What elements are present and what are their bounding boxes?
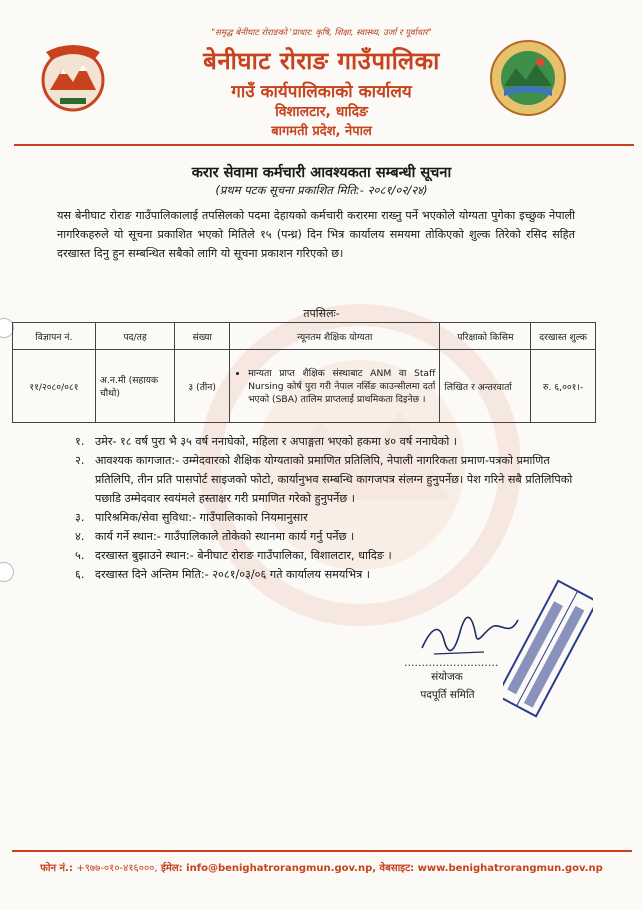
website-label: वेबसाइट: [379, 863, 415, 874]
signature-line: ........................... [404, 656, 499, 669]
table-row [13, 350, 596, 423]
website-url: www.benighatrorangmun.gov.np [417, 863, 603, 874]
table-header-row [13, 323, 596, 350]
col-header-count: संख्या [175, 323, 230, 350]
cell-fee: रु. ६,००१।- [531, 350, 596, 423]
table-label: तपसिलः- [303, 307, 340, 320]
signatory-role: संयोजक [431, 671, 463, 683]
notice-publish-date: (प्रथम पटक सूचना प्रकाशित मिति:- २०८१/०२/२४) [215, 183, 428, 197]
phone-number: +९७७-०१०-४१६०००, [76, 863, 158, 874]
signatory-committee: पदपूर्ति समिति [420, 689, 475, 701]
email-label: ईमेल: [161, 863, 183, 874]
cell-count: ३ (तीन) [175, 350, 230, 423]
province-name: बागमती प्रदेश, नेपाल [271, 124, 372, 139]
col-header-fee: दरखास्त शुल्क [531, 323, 596, 350]
vacancy-table [12, 322, 596, 423]
footer-divider [12, 850, 632, 852]
office-location: विशालटार, धादिङ [275, 104, 368, 120]
list-item: ४. कार्य गर्ने स्थान:- गाउँपालिकाले तोकेको स्थानमा कार्य गर्नु पर्नेछ । [75, 530, 355, 543]
phone-label: फोन नं.: [40, 863, 73, 874]
list-item: ५. दरखास्त बुझाउने स्थान:- बेनीघाट रोराङ गाउँपालिका, विशालटार, धादिङ । [75, 549, 392, 562]
col-header-post: पद/तह [95, 323, 174, 350]
header-divider [14, 144, 634, 146]
conditions-list [75, 432, 575, 584]
col-header-ad-no: विज्ञापन नं. [13, 323, 96, 350]
list-item: १. उमेर- १८ वर्ष पुरा भै ३५ वर्ष ननाघेको, महिला र अपाङ्गता भएको हकमा ४० वर्ष ननाघेको । [75, 435, 458, 448]
list-item: ६. दरखास्त दिने अन्तिम मिति:- २०८१/०३/०६ गते कार्यालय समयभित्र । [75, 568, 371, 581]
cell-qualification [230, 350, 440, 423]
cell-ad-no: ११/२०८०/०८१ [13, 350, 96, 423]
notice-title: करार सेवामा कर्मचारी आवश्यकता सम्बन्धी सूचना [191, 165, 452, 181]
list-item: ३. पारिश्रमिक/सेवा सुविधा:- गाउँपालिकाको नियमानुसार [75, 511, 308, 524]
slogan: "समृद्ध बेनीघाट रोराङको 'प्राधार: कृषि, शिक्षा, स्वास्थ्य, उर्जा र पूर्वाधार" [211, 28, 432, 38]
qualification-text: • मान्यता प्राप्त शैक्षिक संस्थाबाट ANM वा Staff Nursing कोर्ष पुरा गरी नेपाल नर्सिङ काउन्सीलमा दर्ता भएको (SBA) तालिम प्राप्तलाई प्राथमिकता दिइनेछ । [248, 367, 435, 406]
list-item: २. आवश्यक कागजात:- उम्मेदवारको शैक्षिक योग्यताको प्रमाणित प्रतिलिपि, नेपाली नागरिकता प्रमाण-पत्रको प्रमाणित प्रतिलिपि, तीन प्रति पासपोर्ट साइजको फोटो, कार्यानुभव सम्बन्धि कागजपत्र संलग्न हुनुपर्नेछ। पेश गरिने सबै प्रतिलिपिको पछाडि उम्मेदवार स्वयंमले हस्ताक्षर गरी प्रमाणित गरेको हुनुपर्नेछ । [75, 454, 573, 505]
footer-contact [0, 860, 643, 874]
col-header-qualification: न्यूनतम शैक्षिक योग्यता [230, 323, 440, 350]
col-header-exam: परिक्षाको किसिम [440, 323, 531, 350]
punch-hole [0, 562, 14, 582]
official-stamp-icon [503, 574, 593, 724]
notice-body: यस बेनीघाट रोराङ गाउँपालिकालाई तपसिलको पदमा देहायको कर्मचारी करारमा राख्नु पर्ने भएकोले योग्यता पुगेका इच्छुक नेपाली नागरिकहरुले यो सूचना प्रकाशित भएको मितिले १५ (पन्ध्र) दिन भित्र कार्यालय समयमा तोकिएको शुल्क तिरेको रसिद सहित दरखास्त दिनु हुन सम्बन्धित सबैको लागि यो सूचना प्रकाशन गरिएको छ। [57, 209, 575, 260]
cell-exam: लिखित र अन्तरवार्ता [440, 350, 531, 423]
office-name: गाउँ कार्यपालिकाको कार्यालय [231, 82, 412, 102]
cell-post: अ.न.मी (सहायक चौथो) [95, 350, 174, 423]
municipality-title: बेनीघाट रोराङ गाउँपालिका [203, 47, 440, 75]
email-address: info@benighatrorangmun.gov.np, [186, 863, 377, 874]
